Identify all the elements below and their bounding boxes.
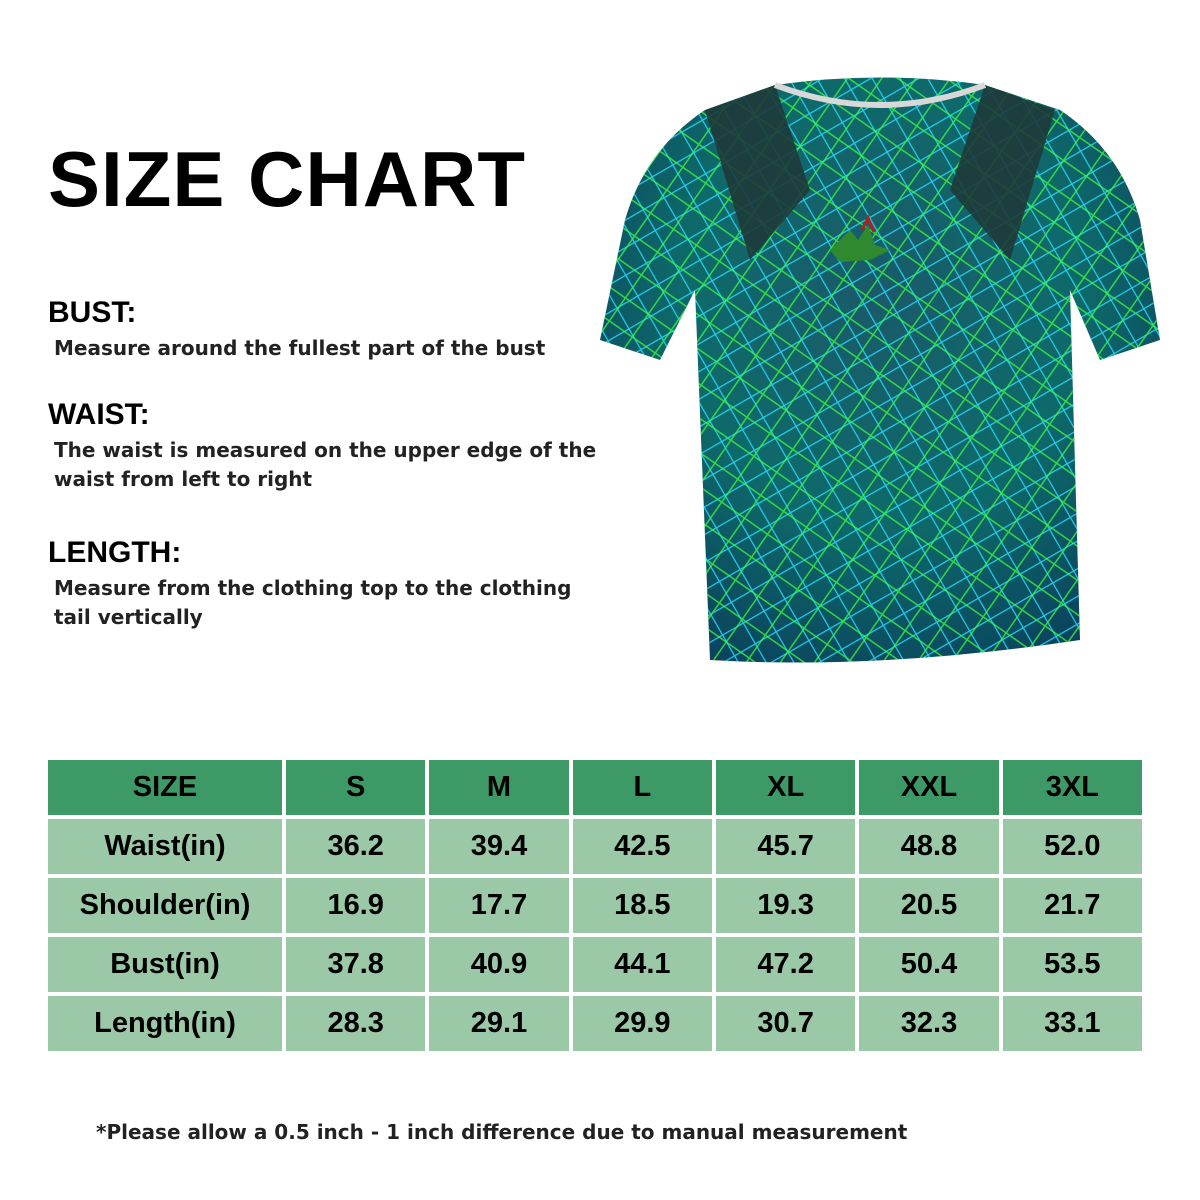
table-cell: 29.9 bbox=[573, 996, 712, 1051]
header-cell-size: SIZE bbox=[48, 760, 282, 815]
table-cell: 33.1 bbox=[1003, 996, 1142, 1051]
bust-description: Measure around the fullest part of the bust bbox=[54, 336, 546, 360]
waist-measure-section bbox=[48, 400, 614, 494]
row-label: Waist(in) bbox=[48, 819, 282, 874]
table-cell: 18.5 bbox=[573, 878, 712, 933]
table-cell: 42.5 bbox=[573, 819, 712, 874]
table-row bbox=[48, 937, 1142, 992]
header-cell-l: L bbox=[573, 760, 712, 815]
length-label: LENGTH: bbox=[48, 536, 182, 569]
table-cell: 19.3 bbox=[716, 878, 855, 933]
bust-label: BUST: bbox=[48, 296, 137, 329]
table-cell: 48.8 bbox=[859, 819, 998, 874]
row-label: Bust(in) bbox=[48, 937, 282, 992]
table-cell: 29.1 bbox=[429, 996, 568, 1051]
table-cell: 20.5 bbox=[859, 878, 998, 933]
table-cell: 37.8 bbox=[286, 937, 425, 992]
table-cell: 53.5 bbox=[1003, 937, 1142, 992]
size-table bbox=[44, 756, 1146, 1055]
table-cell: 52.0 bbox=[1003, 819, 1142, 874]
header-cell-m: M bbox=[429, 760, 568, 815]
length-measure-section bbox=[48, 538, 614, 632]
length-description: Measure from the clothing top to the clothing tail vertically bbox=[54, 576, 572, 629]
table-cell: 21.7 bbox=[1003, 878, 1142, 933]
header-cell-xxl: XXL bbox=[859, 760, 998, 815]
table-cell: 47.2 bbox=[716, 937, 855, 992]
table-row bbox=[48, 996, 1142, 1051]
table-header-row bbox=[48, 760, 1142, 815]
tshirt-product-image bbox=[600, 40, 1160, 680]
table-cell: 28.3 bbox=[286, 996, 425, 1051]
table-row bbox=[48, 819, 1142, 874]
header-cell-3xl: 3XL bbox=[1003, 760, 1142, 815]
header-cell-xl: XL bbox=[716, 760, 855, 815]
table-cell: 32.3 bbox=[859, 996, 998, 1051]
waist-description: The waist is measured on the upper edge of the waist from left to right bbox=[54, 438, 597, 491]
table-cell: 50.4 bbox=[859, 937, 998, 992]
header-cell-s: S bbox=[286, 760, 425, 815]
table-cell: 30.7 bbox=[716, 996, 855, 1051]
table-cell: 39.4 bbox=[429, 819, 568, 874]
table-cell: 16.9 bbox=[286, 878, 425, 933]
measurement-note: *Please allow a 0.5 inch - 1 inch difference due to manual measurement bbox=[96, 1120, 908, 1144]
bust-measure-section bbox=[48, 298, 614, 363]
table-cell: 17.7 bbox=[429, 878, 568, 933]
table-cell: 36.2 bbox=[286, 819, 425, 874]
page-title: SIZE CHART bbox=[48, 135, 526, 223]
row-label: Length(in) bbox=[48, 996, 282, 1051]
table-cell: 40.9 bbox=[429, 937, 568, 992]
table-cell: 44.1 bbox=[573, 937, 712, 992]
table-cell: 45.7 bbox=[716, 819, 855, 874]
table-row bbox=[48, 878, 1142, 933]
row-label: Shoulder(in) bbox=[48, 878, 282, 933]
waist-label: WAIST: bbox=[48, 398, 150, 431]
